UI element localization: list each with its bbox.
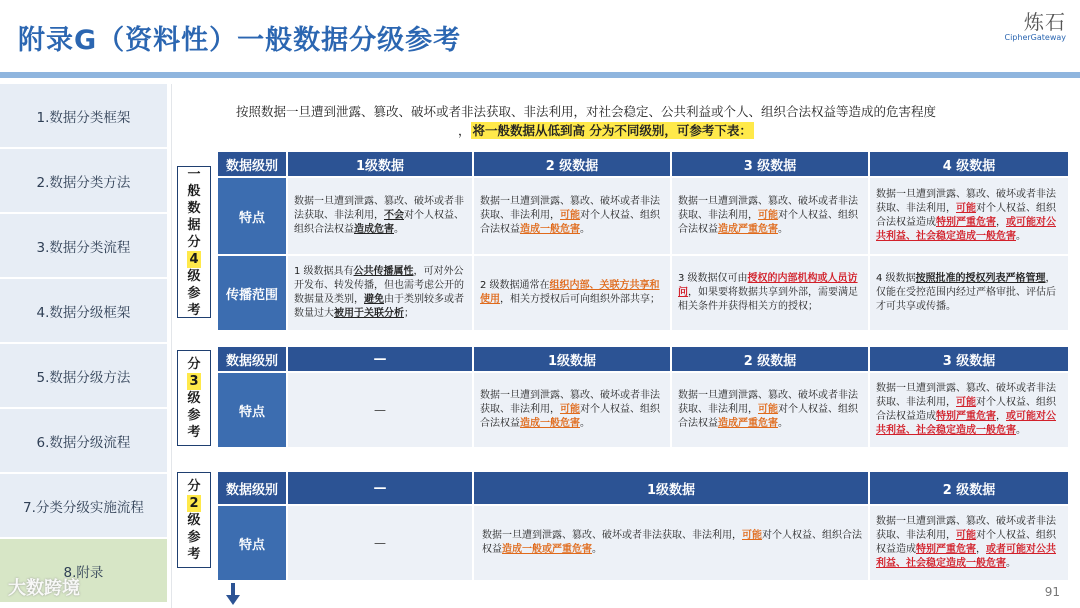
label3-char: 级 [187, 390, 201, 406]
table-row [217, 505, 1069, 581]
cell-emphasis: 避免 [364, 294, 384, 305]
cell-text: 。 [1016, 425, 1026, 436]
cell-emphasis: 授权的内部机构或人员访问 [678, 273, 858, 298]
label-two-levels [177, 472, 211, 568]
cell-emphasis: 或可能对公共利益、社会稳定造成一般危害 [876, 411, 1056, 436]
title-divider [0, 72, 1080, 78]
cell-text: 数据一旦遭到泄露、篡改、破坏或者非法获取、非法利用， [480, 390, 660, 415]
label4-char: 数 [187, 200, 201, 216]
label2-char: 分 [187, 478, 201, 494]
cell-text: 对个人权益、组织合法权益 [294, 210, 464, 235]
cell-text: 2 级数据通常在 [480, 280, 550, 291]
row-header: 传播范围 [217, 255, 287, 331]
cell-emphasis: 公共传播属性 [353, 266, 414, 277]
cell-emphasis: 特别严重危害 [936, 411, 996, 422]
cell-emphasis: 或可能对公共利益、社会稳定造成一般危害 [876, 217, 1056, 242]
col-header: 1级数据 [287, 151, 473, 177]
table-cell [473, 372, 671, 448]
intro-highlight: 将一般数据从低到高 分为不同级别，可参考下表： [472, 123, 752, 138]
table-three-levels [216, 345, 1070, 449]
cell-text: 数据一旦遭到泄露、篡改、破坏或者非法获取、非法利用， [678, 196, 858, 221]
cell-text: 数据一旦遭到泄露、篡改、破坏或者非法获取、非法利用， [294, 196, 464, 221]
cell-text: 。 [1006, 558, 1016, 569]
table-two-levels [216, 470, 1070, 582]
intro-line-2-prefix: ， [458, 123, 471, 138]
cell-text: ，可对外公开发布、转发传播，但也需考虑公开的数据量及类别， [294, 266, 464, 305]
col-header: 2 级数据 [869, 471, 1069, 505]
cell-text: 数据一旦遭到泄露、篡改、破坏或者非法获取、非法利用， [482, 530, 742, 541]
col-header: 4 级数据 [869, 151, 1069, 177]
col-header: 1级数据 [473, 346, 671, 372]
table-cell [473, 255, 671, 331]
watermark: 大数跨境 [8, 578, 80, 599]
label4-char: 分 [187, 234, 201, 250]
col-header: 3 级数据 [671, 151, 869, 177]
cell-emphasis: 不会 [384, 210, 404, 221]
table-cell [869, 372, 1069, 448]
cell-text: ，仅能在受控范围内经过严格审批、评估后才可共享或传播。 [876, 273, 1056, 312]
table-cell [671, 372, 869, 448]
label3-char: 分 [187, 356, 201, 372]
cell-emphasis: 可能 [758, 404, 778, 415]
label4-char: 据 [187, 217, 201, 233]
cell-text: 数据一旦遭到泄露、篡改、破坏或者非法获取、非法利用， [876, 189, 1056, 214]
table-cell [287, 255, 473, 331]
cell-text: ； [404, 308, 414, 319]
cell-emphasis: 造成一般危害 [520, 418, 580, 429]
cell-text: 数据一旦遭到泄露、篡改、破坏或者非法获取、非法利用， [876, 383, 1056, 408]
col-header: — [287, 471, 473, 505]
cell-text: 对个人权益、组织合法权益造成 [876, 397, 1056, 422]
table-row [217, 255, 1069, 331]
col-header: 1级数据 [473, 471, 869, 505]
table-cell [869, 505, 1069, 581]
cell-emphasis: 造成严重危害 [718, 418, 778, 429]
cell-text: ， [996, 411, 1006, 422]
cell-emphasis: 可能 [560, 404, 580, 415]
table-cell-empty: — [287, 505, 473, 581]
cell-text: 。 [592, 544, 602, 555]
cell-text: 数据一旦遭到泄露、篡改、破坏或者非法获取、非法利用， [678, 390, 858, 415]
brand-logo [988, 6, 1066, 42]
label3-char: 参 [187, 407, 201, 423]
col-header: 数据级别 [217, 151, 287, 177]
cell-emphasis: 造成一般或严重危害 [502, 544, 592, 555]
col-header: 3 级数据 [869, 346, 1069, 372]
label4-char: 一 [187, 166, 201, 182]
sidebar-item-1[interactable]: 1.数据分类框架 [0, 84, 167, 149]
cell-text: ， [976, 544, 986, 555]
cell-text: 对个人权益、组织合法权益 [480, 404, 660, 429]
cell-emphasis: 按照批准的授权列表严格管理 [915, 273, 1046, 284]
label-four-levels [177, 166, 211, 318]
cell-text: 对个人权益、组织合法权益 [678, 404, 858, 429]
cell-text: ， [996, 217, 1006, 228]
label2-char: 级 [187, 512, 201, 528]
col-header: — [287, 346, 473, 372]
table-four-levels [216, 150, 1070, 332]
cell-text: 4 级数据 [876, 273, 916, 284]
table-cell [287, 177, 473, 255]
cell-emphasis: 造成严重危害 [718, 224, 778, 235]
table-cell [671, 177, 869, 255]
cell-text: 。 [778, 224, 788, 235]
cell-text: 数据一旦遭到泄露、篡改、破坏或者非法获取、非法利用， [480, 196, 660, 221]
table-cell [869, 255, 1069, 331]
col-header: 2 级数据 [671, 346, 869, 372]
cell-text: 数据一旦遭到泄露、篡改、破坏或者非法获取、非法利用， [876, 516, 1056, 541]
page-number: 91 [1044, 585, 1060, 599]
cell-emphasis: 可能 [560, 210, 580, 221]
label4-char: 级 [187, 268, 201, 284]
cell-emphasis: 可能 [758, 210, 778, 221]
sidebar-item-6[interactable]: 6.数据分级流程 [0, 409, 167, 474]
cell-text: 由于类别较多或者数量过大 [294, 294, 464, 319]
cell-text: 3 级数据仅可由 [678, 273, 748, 284]
cell-text: 。 [1016, 231, 1026, 242]
cell-text: 。 [580, 418, 590, 429]
cell-emphasis: 造成危害 [354, 224, 394, 235]
cell-text: 。 [580, 224, 590, 235]
cell-emphasis: 可能 [956, 397, 976, 408]
label2-char: 考 [187, 546, 201, 562]
cell-emphasis: 可能 [956, 203, 976, 214]
label3-char: 考 [187, 424, 201, 440]
label4-num: 4 [189, 251, 199, 267]
label2-num: 2 [189, 495, 199, 511]
table-cell [473, 505, 869, 581]
cell-text: 1 级数据具有 [294, 266, 354, 277]
intro-line-2 [458, 121, 754, 139]
row-header: 特点 [217, 505, 287, 581]
label-three-levels [177, 350, 211, 446]
cell-text: 。 [778, 418, 788, 429]
table-cell [869, 177, 1069, 255]
table-header-row [217, 346, 1069, 372]
table-cell-empty: — [287, 372, 473, 448]
cell-emphasis: 或者可能对公共利益、社会稳定造成一般危害 [876, 544, 1056, 569]
cell-text: 对个人权益、组织合法权益 [480, 210, 660, 235]
cell-text: 对个人权益、组织合法权益 [482, 530, 862, 555]
cell-text: 对个人权益、组织合法权益 [678, 210, 858, 235]
col-header: 2 级数据 [473, 151, 671, 177]
label4-char: 般 [187, 183, 201, 199]
logo-cn: 炼石 [1024, 10, 1066, 34]
cell-emphasis: 可能 [956, 530, 976, 541]
cell-emphasis: 特别严重危害 [916, 544, 976, 555]
cell-text: ，相关方授权后可向组织外部共享； [500, 294, 660, 305]
sidebar-item-3[interactable]: 3.数据分类流程 [0, 214, 167, 279]
table-row [217, 372, 1069, 448]
table-row [217, 177, 1069, 255]
table-cell [671, 255, 869, 331]
logo-en: CipherGateway [1004, 33, 1066, 42]
cell-emphasis: 可能 [742, 530, 762, 541]
cell-text: 对个人权益、组织合法权益造成 [876, 203, 1056, 228]
sidebar-item-2[interactable]: 2.数据分类方法 [0, 149, 167, 214]
row-header: 特点 [217, 372, 287, 448]
table-header-row [217, 151, 1069, 177]
cell-emphasis: 组织内部、关联方共享和使用 [480, 280, 660, 305]
sidebar-item-8[interactable]: 8.附录 [0, 539, 167, 604]
intro-line-1: 按照数据一旦遭到泄露、篡改、破坏或者非法获取、非法利用，对社会稳定、公共利益或个人、组织合法权益等造成的危害程度 [236, 104, 937, 119]
cell-text: 。 [394, 224, 404, 235]
cell-emphasis: 被用于关联分析 [334, 308, 404, 319]
label2-char: 参 [187, 529, 201, 545]
row-header: 特点 [217, 177, 287, 255]
table-cell [473, 177, 671, 255]
page-title: 附录G（资料性）一般数据分级参考 [18, 25, 462, 56]
label4-char: 考 [187, 302, 201, 318]
label4-char: 参 [187, 285, 201, 301]
table-header-row [217, 471, 1069, 505]
arrow-down-icon [226, 583, 240, 605]
sidebar-item-5[interactable]: 5.数据分级方法 [0, 344, 167, 409]
col-header: 数据级别 [217, 346, 287, 372]
sidebar-item-7[interactable]: 7.分类分级实施流程 [0, 474, 167, 539]
label3-num: 3 [189, 373, 199, 389]
cell-emphasis: 造成一般危害 [520, 224, 580, 235]
sidebar-nav [0, 84, 167, 608]
cell-text: ，如果要将数据共享到外部，需要满足相关条件并获得相关方的授权； [678, 287, 858, 312]
cell-emphasis: 特别严重危害 [936, 217, 996, 228]
sidebar-item-4[interactable]: 4.数据分级框架 [0, 279, 167, 344]
col-header: 数据级别 [217, 471, 287, 505]
cell-text: 对个人权益、组织权益造成 [876, 530, 1056, 555]
